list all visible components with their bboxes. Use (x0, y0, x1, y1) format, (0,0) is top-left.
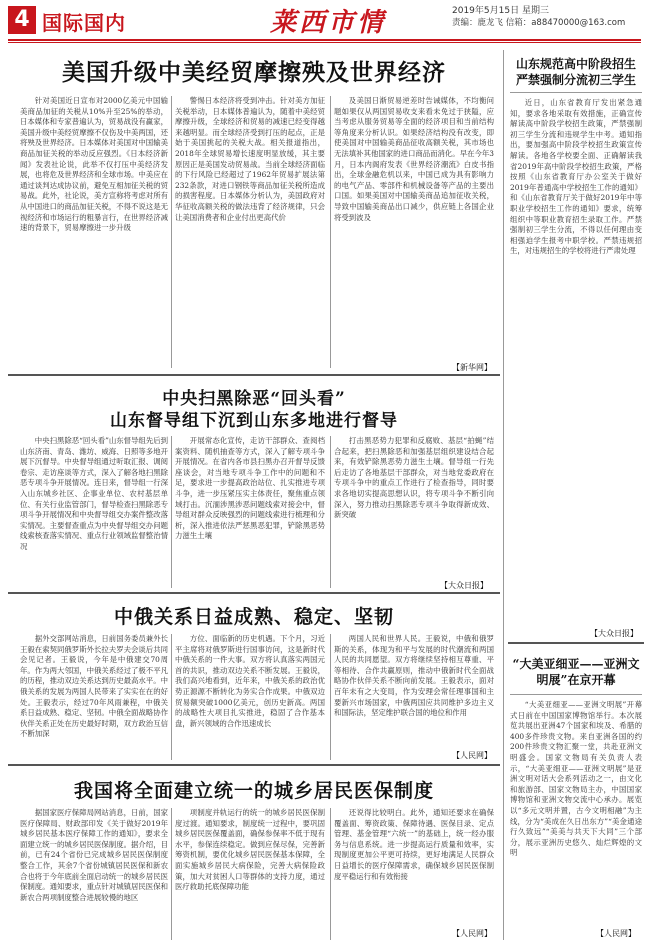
column-divider (171, 96, 172, 368)
medical-column-2 (175, 808, 325, 940)
trade-paragraph-3: 及美国日渐贸易逆差时告诫媒体，不均衡问题如果仅从两国贸易收支来看未免过于狭隘，应当考虑从服务贸易等全面的经济项目和当前结构等角度来分析认识。如果经济结构没有改变，即使美国对中国输美商品征收高额关税，其市场也无法填补其他国家的进口商品而消化。早在今年3月，日本内阁府发表《世界经济潮流》白皮书指出，全球金融危机以来，中国已成为具有影响力的电气产品、零部件和机械设备等产品的主要出口国。如果美国对中国输美商品追加征收关税，导致中国输美商品出口减少，供应链上各国企业将受到波及 (334, 96, 494, 222)
header-divider-thin (8, 42, 641, 43)
column-divider (330, 808, 331, 940)
page-number: 4 (8, 6, 36, 34)
column-divider (171, 436, 172, 588)
russia-paragraph-1: 据外交部网站消息，日前国务委员兼外长王毅在索契同俄罗斯外长拉夫罗夫会谈后共同会见记者。王毅说，今年是中俄建交70周年。作为两大邻国，中俄关系经过了极不平凡的历程，推动双边关系达到历史最高水平。中俄关系的发展为两国人民带来了实实在在的好处。王毅表示，经过70年风雨兼程，中俄关系日益成熟、稳定、坚韧。中俄全面战略协作伙伴关系正处在历史最好时期，双方政治互信不断加深 (20, 634, 168, 739)
school-source: 【大众日报】 (590, 629, 638, 638)
russia-paragraph-2: 方位、面临新的历史机遇。下个月，习近平主席将对俄罗斯进行国事访问，这是新时代中俄关系的一件大事。双方将认真落实两国元首的共识，推动双边关系不断发展。王毅说，我们高兴地看到，近年来，中俄关系的政治优势正源源不断转化为务实合作成果。中俄双边贸易额突破1000亿美元，创历史新高。两国的战略性大项目扎实推进，稳固了合作基本盘，新兴领域的合作迅速成长 (175, 634, 325, 728)
medical-source: 【人民网】 (452, 929, 492, 938)
medical-column-1 (20, 808, 168, 940)
gang-column-1 (20, 436, 168, 586)
asia-paragraph: “大美亚细亚——亚洲文明展”开幕式日前在中国国家博物馆举行。本次展览共展出亚洲47个国家和埃及、希腊的400多件珍贵文物。来自亚洲各国的约200件珍贵文物汇聚一堂，共赴亚洲文明盛会。国家文物局有关负责人表示，“大美亚细亚——亚洲文明展”是亚洲文明对话大会系列活动之一，由文化和旅游部、国家文物局主办，中国国家博物馆和亚洲文物交流中心承办。展览以“多元文明并置，古今文明相融”为主线，分为“美成在久日出东方”“美金通途行久致远”“美美与共天下大同”三个部分，展示亚洲历史悠久、灿烂辉煌的文明 (510, 700, 642, 858)
trade-column-2 (175, 96, 325, 368)
article-divider (8, 374, 500, 376)
header-divider (8, 39, 641, 41)
gang-paragraph-1: 中央扫黑除恶“回头看”山东督导组先后到山东济南、青岛、潍坊、威海、日照等多地开展下沉督导。中央督导组通过听取汇报、调阅卷宗、走访座谈等方式，深入了解各地扫黑除恶专项斗争开展情况。连日来，督导组一行深入山东城乡社区、企事业单位、农村基层单位、有关行业监管部门，督导检查扫黑除恶专项斗争开展情况和中央督导组交办案件整改落实情况。主要督查重点为中央督导组交办问题线索核查落实情况、重点行业领域监督整治情况 (20, 436, 168, 551)
column-divider (171, 808, 172, 940)
page-header (0, 0, 649, 42)
newspaper-masthead-logo: 莱西市情 (270, 8, 387, 38)
sidebar-head-rule (510, 92, 642, 93)
article-divider (8, 592, 500, 594)
section-title: 国际国内 (42, 11, 126, 35)
medical-paragraph-1: 据国家医疗保障局网站消息，日前，国家医疗保障局、财政部印发《关于做好2019年城乡居民基本医疗保障工作的通知》，要求全面建立统一的城乡居民医保制度。据介绍，目前，已有24个省份已完成城乡居民医保制度整合工作，其余7个省份城镇居民医保和新农合也将于今年底前全面启动统一的城乡居民医保制度。通知要求，重点针对城镇居民医保和新农合两项制度整合进展较慢的地区 (20, 808, 168, 902)
column-divider (330, 436, 331, 588)
russia-headline: 中俄关系日益成熟、稳定、坚韧 (113, 606, 394, 628)
issue-date: 2019年5月15日 星期三 (452, 6, 549, 16)
column-divider (330, 634, 331, 760)
sidebar-head-rule (510, 694, 642, 695)
russia-column-3 (334, 634, 494, 748)
russia-paragraph-3: 两国人民和世界人民。王毅说，中俄和俄罗斯的关系，体现为和平与发展的时代潮流和两国人民的共同愿望。双方将继续坚持相互尊重、平等相待、合作共赢原则，推动中俄新时代全面战略协作伙伴关系不断向前发展。王毅表示，面对百年未有之大变局，作为安理会常任理事国和主要新兴市场国家，中俄两国应共同维护多边主义和国际法，坚定维护联合国的地位和作用 (334, 634, 494, 718)
school-headline: 山东规范高中阶段招生 严禁强制分流初三学生 (515, 57, 636, 87)
trade-source: 【新华网】 (452, 363, 492, 372)
asia-headline: “大美亚细亚——亚洲文明展”在京开幕 (512, 657, 640, 687)
gang-paragraph-2: 开展常态化宣传，走访干部群众、查阅档案资料、随机抽查等方式，深入了解专项斗争开展情况。在省内各市县扫黑办召开督导反馈座谈会，对当地专项斗争工作中的问题和不足，要求进一步提高政治站位、扎实推进专项斗争，进一步压紧压实主体责任，聚焦重点领域打击。沉湎涉黑涉恶问题线索对接会中，督导组对群众反映强烈的问题线索进行梳理和分析，深入推进依法严惩黑恶犯罪，铲除黑恶势力滋生土壤 (175, 436, 325, 541)
russia-column-2 (175, 634, 325, 758)
sidebar-divider (503, 50, 504, 940)
medical-paragraph-2: 项制度并轨运行的统一的城乡居民医保制度过渡。通知要求，制度统一过程中，要巩固城乡居民医保覆盖面，确保参保率不低于现有水平，参保连续稳定。做到应保尽保，完善新筹资机制，要优化城乡居民医保基本保障，全面实施城乡居民大病保险，完善大病保险政策，加大对贫困人口等群体的支持力度，通过医疗救助托底保障功能 (175, 808, 325, 892)
medical-column-3 (334, 808, 494, 924)
editor-info: 责编：鹿龙飞 信箱：a88470000@163.com (452, 18, 626, 28)
gang-headline-line1: 中央扫黑除恶“回头看” (162, 389, 346, 409)
trade-paragraph-2: 警惕日本经济将受到冲击。针对美方加征关税举动，日本媒体普遍认为，随着中美经贸摩擦升级，全球经济和贸易的减速已经变得越来越明显。而全球经济受到打压的起点，正是始于美国挑起的关税大战。相关报道指出，2018年全球贸易增长速度明显放缓，其主要原因正是美国发动贸易战。当前全球经济面临的下行风险已经超过了1962年贸易扩展法第232条款，对进口钢铁等商品加征关税所造成的损害程度。日本媒体分析认为，美国政府对华征收高额关税的做法违背了经济规律，只会让美国消费者和企业付出更高代价 (175, 96, 325, 222)
russia-source: 【人民网】 (452, 751, 492, 760)
trade-headline: 美国升级中美经贸摩擦殃及世界经济 (62, 59, 446, 86)
school-paragraph: 近日，山东省教育厅发出紧急通知，要求各地采取有效措施，正确宣传解读高中阶段学校招生政策，严禁强制初三学生分流和违规学生中考。通知指出，要加强高中阶段学校招生政策宣传解读。各地各学校要全面、正确解读我省2019年高中阶段学校招生政策，严格按照《山东省教育厅办公室关于做好2019年普通高中学校招生工作的通知》和《山东省教育厅关于做好2019年中等职业学校招生工作的通知》要求，统筹组织中等职业教育招生录取工作。严禁强制初三学生分流，不得以任何理由变相强迫学生报考中职学校。严禁违规招生，对违规招生的学校将进行严肃处理 (510, 98, 642, 256)
trade-paragraph-1: 针对美国近日宣布对2000亿美元中国输美商品加征的关税从10%升至25%的举动，日本媒体和专家普遍认为，贸易战没有赢家，美国升级中美经贸摩擦不仅伤及中美两国，还将殃及世界经济。日本媒体对美国对中国输美商品加征关税的举动反应强烈。《日本经济新闻》发表社论说，此举不仅打压中美经济发展，也将危及世界经济和全球市场。中美应在通过谈判达成协议前，避免互相加征关税的贸易战。此外，社论说，美方宣称将考虑对所有从中国进口的商品加征关税，不得不说这是无视经济和市场运行的粗暴言行，在世界经济减速的背景下，贸易摩擦进一步升级 (20, 96, 168, 233)
medical-headline: 我国将全面建立统一的城乡居民医保制度 (73, 780, 434, 802)
russia-column-1 (20, 634, 168, 758)
trade-column-1 (20, 96, 168, 368)
medical-paragraph-3: 还说得比较明白。此外，通知还要求在确保覆盖面、筹资政策、保障待遇、医保目录、定点管理、基金管理“六统一”的基础上，统一经办服务与信息系统。进一步提高运行质量和效率，实现制度更加公平更可持续，更好地满足人民群众日益增长的医疗保障需求，确保城乡居民医保制度平稳运行和有效衔接 (334, 808, 494, 881)
article-divider (508, 642, 644, 644)
article-divider (8, 764, 500, 766)
school-column (510, 98, 642, 622)
gang-source: 【大众日报】 (440, 581, 488, 590)
gang-paragraph-3: 打击黑恶势力犯罪和反腐败、基层“拍蝇”结合起来，把扫黑除恶和加强基层组织建设结合起来，有效铲除黑恶势力滋生土壤。督导组一行先后走访了各地基层干部群众，对当地党委政府在专项斗争中的重点工作进行了检查指导，同时要求各地切实提高思想认识，将专项斗争不断引向深入，努力推动扫黑除恶专项斗争取得新成效、新突破 (334, 436, 494, 520)
column-divider (330, 96, 331, 368)
gang-column-2 (175, 436, 325, 586)
asia-source: 【人民网】 (596, 929, 636, 938)
dateline (452, 5, 625, 29)
trade-column-3 (334, 96, 494, 358)
gang-column-3 (334, 436, 494, 576)
column-divider (171, 634, 172, 760)
gang-headline-line2: 山东督导组下沉到山东多地进行督导 (110, 411, 398, 431)
asia-column (510, 700, 642, 924)
